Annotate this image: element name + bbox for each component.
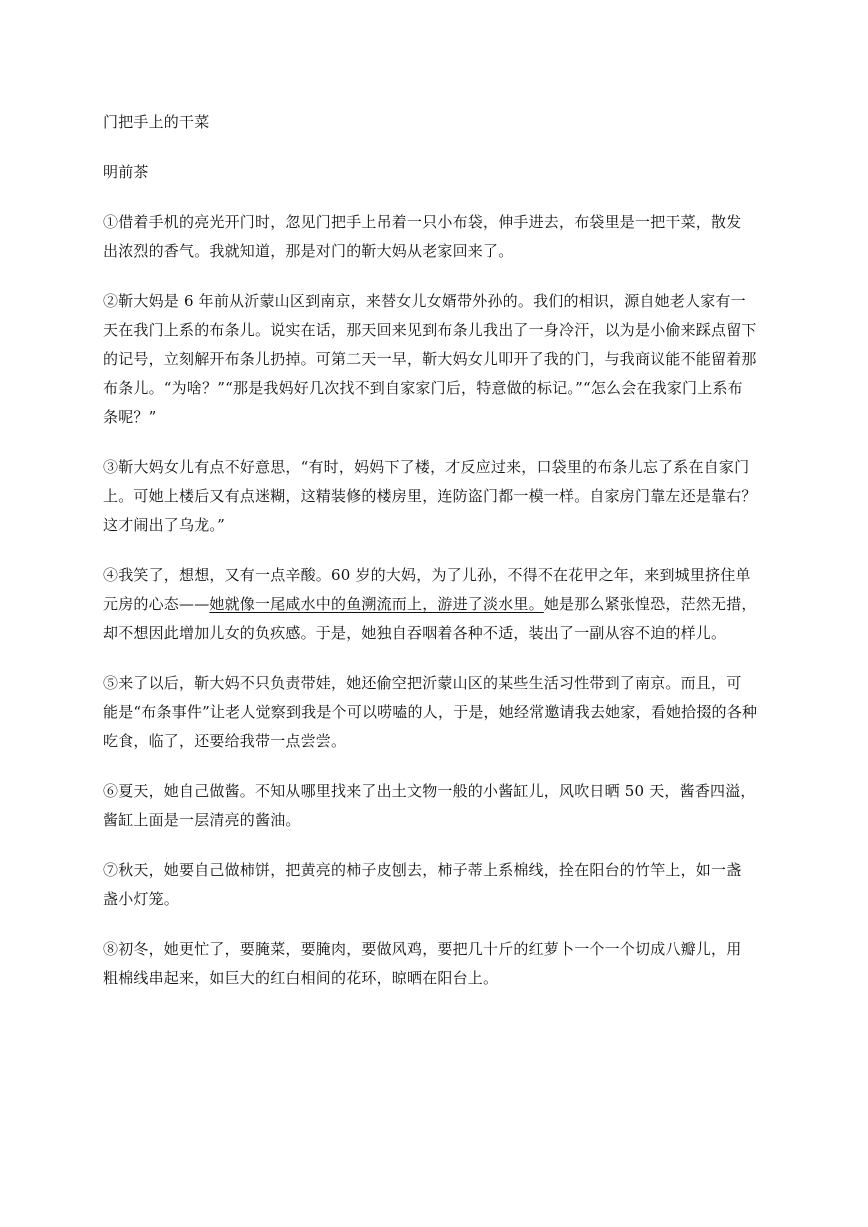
paragraph-7 — [103, 856, 768, 914]
paragraph-line: ④我笑了，想想，又有一点辛酸。60 岁的大妈，为了儿孙，不得不在花甲之年，来到城里挤住单 — [103, 566, 751, 584]
paragraph-6 — [103, 777, 768, 835]
paragraph-line: ②靳大妈是 6 年前从沂蒙山区到南京，来替女儿女婿带外孙的。我们的相识，源自她老人家有一 — [103, 292, 746, 310]
text-segment: 她是那么紧张惶恐，茫然无措， — [543, 595, 757, 613]
paragraph-line — [103, 590, 768, 619]
paragraph-line: 这才闹出了乌龙。” — [103, 516, 225, 534]
underlined-sentence: 她就像一尾咸水中的鱼溯流而上，游进了淡水里。 — [209, 595, 544, 613]
paragraph-line: ③靳大妈女儿有点不好意思，“有时，妈妈下了楼，才反应过来，口袋里的布条儿忘了系在自家门 — [103, 458, 750, 476]
paragraph-2 — [103, 287, 768, 432]
paragraph-5 — [103, 669, 768, 756]
paragraph-line: 出浓烈的香气。我就知道，那是对门的靳大妈从老家回来了。 — [103, 242, 514, 260]
document-page — [103, 108, 768, 1014]
paragraph-1 — [103, 208, 768, 266]
paragraph-line: ⑥夏天，她自己做酱。不知从哪里找来了出土文物一般的小酱缸儿，风吹日晒 50 天，酱香四溢， — [103, 782, 756, 800]
text-segment: 元房的心态—— — [103, 595, 210, 613]
paragraph-line: 上。可她上楼后又有点迷糊，这精装修的楼房里，连防盗门都一模一样。自家房门靠左还是靠右？ — [103, 487, 757, 505]
paragraph-line: 布条儿。“为啥？”“那是我妈好几次找不到自家家门后，特意做的标记。”“怎么会在我家门上系布 — [103, 379, 743, 397]
paragraph-8 — [103, 935, 768, 993]
paragraph-line: 却不想因此增加儿女的负疚感。于是，她独自吞咽着各种不适，装出了一副从容不迫的样儿。 — [103, 624, 727, 642]
paragraph-line: 天在我门上系的布条儿。说实在话，那天回来见到布条儿我出了一身冷汗，以为是小偷来踩点留下 — [103, 321, 757, 339]
paragraph-4 — [103, 561, 768, 648]
paragraph-line: 的记号，立刻解开布条儿扔掉。可第二天一早，靳大妈女儿叩开了我的门，与我商议能不能留着那 — [103, 350, 757, 368]
paragraph-line: 酱缸上面是一层清亮的酱油。 — [103, 811, 301, 829]
paragraph-line: 吃食，临了，还要给我带一点尝尝。 — [103, 732, 347, 750]
article-author: 明前茶 — [103, 163, 149, 181]
paragraph-line: 粗棉线串起来，如巨大的红白相间的花环，晾晒在阳台上。 — [103, 969, 499, 987]
paragraph-line: 盏小灯笼。 — [103, 890, 180, 908]
paragraph-line: ⑤来了以后，靳大妈不只负责带娃，她还偷空把沂蒙山区的某些生活习性带到了南京。而且，可 — [103, 674, 742, 692]
paragraph-line: 能是“布条事件”让老人觉察到我是个可以唠嗑的人，于是，她经常邀请我去她家，看她拾掇的各种 — [103, 703, 758, 721]
paragraph-line: ①借着手机的亮光开门时，忽见门把手上吊着一只小布袋，伸手进去，布袋里是一把干菜，散发 — [103, 213, 742, 231]
paragraph-line: 条呢？” — [103, 408, 157, 426]
paragraph-line: ⑧初冬，她更忙了，要腌菜，要腌肉，要做风鸡，要把几十斤的红萝卜一个一个切成八瓣儿，用 — [103, 940, 742, 958]
paragraph-line: ⑦秋天，她要自己做柿饼，把黄亮的柿子皮刨去，柿子蒂上系棉线，拴在阳台的竹竿上，如一盏 — [103, 861, 742, 879]
article-title: 门把手上的干菜 — [103, 113, 210, 131]
paragraph-3 — [103, 453, 768, 540]
